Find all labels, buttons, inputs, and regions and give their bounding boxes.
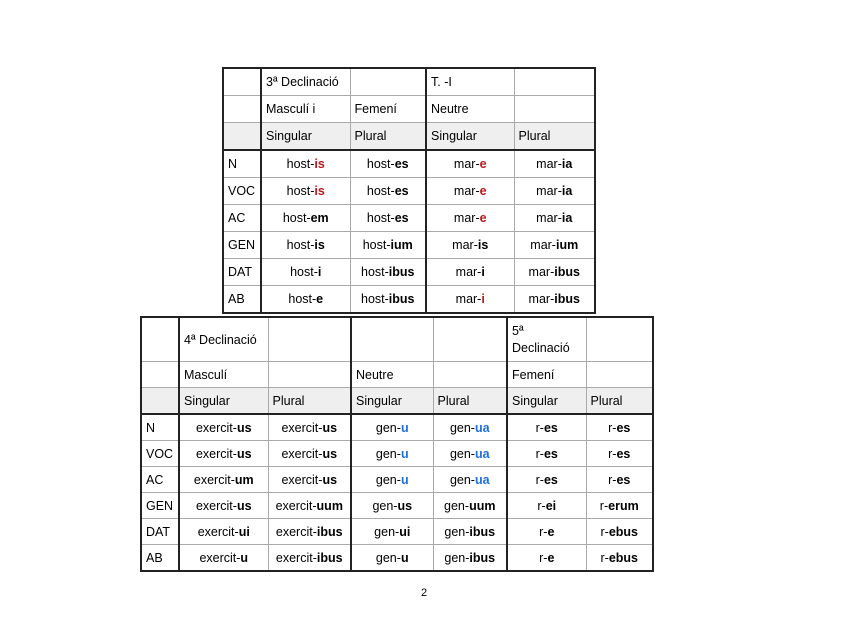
ending-text: u	[400, 550, 409, 565]
ending-text: ia	[561, 211, 573, 225]
stem-text: gen-	[449, 420, 475, 435]
header-cell: Singular	[426, 123, 514, 151]
stem-text: r-	[608, 472, 617, 487]
header-cell: Plural	[433, 388, 507, 415]
case-label: AB	[223, 286, 261, 314]
ending-text: um	[234, 472, 254, 487]
form-cell	[268, 441, 351, 467]
third-declension-table	[222, 67, 596, 314]
ending-text: e	[479, 211, 487, 225]
stem-text: exercit-	[281, 420, 323, 435]
form-cell	[586, 545, 653, 572]
form-cell	[268, 519, 351, 545]
table-row	[141, 519, 653, 545]
form-cell	[514, 205, 595, 232]
form-cell	[351, 414, 433, 441]
ending-text: e	[479, 184, 487, 198]
header-cell	[351, 317, 433, 362]
header-cell	[141, 317, 179, 362]
header-cell	[514, 68, 595, 96]
table-row	[223, 150, 595, 178]
table-row	[223, 286, 595, 314]
ending-text: es	[616, 446, 631, 461]
case-label: GEN	[141, 493, 179, 519]
stem-text: exercit-	[275, 498, 317, 513]
form-cell	[433, 414, 507, 441]
stem-text: r-	[535, 472, 544, 487]
case-label: N	[141, 414, 179, 441]
header-cell: Femení	[507, 362, 586, 388]
header-row	[223, 68, 595, 96]
form-cell	[507, 441, 586, 467]
form-cell	[514, 178, 595, 205]
form-cell	[261, 150, 350, 178]
stem-text: r-	[537, 498, 546, 513]
ending-text: es	[543, 472, 558, 487]
form-cell	[433, 441, 507, 467]
header-cell: Plural	[350, 123, 426, 151]
header-row	[141, 362, 653, 388]
table-row	[223, 178, 595, 205]
stem-text: r-	[535, 420, 544, 435]
ending-text: es	[394, 157, 409, 171]
form-cell	[514, 150, 595, 178]
form-cell	[426, 286, 514, 314]
ending-text: es	[394, 211, 409, 225]
stem-text: mar-	[536, 184, 562, 198]
stem-text: mar-	[452, 238, 478, 252]
header-cell	[433, 317, 507, 362]
header-row	[141, 388, 653, 415]
ending-text: ibus	[388, 265, 415, 279]
header-cell	[223, 123, 261, 151]
stem-text: exercit-	[275, 550, 317, 565]
ending-text: u	[400, 446, 409, 461]
ending-text: ibus	[554, 265, 580, 279]
stem-text: mar-	[453, 184, 480, 198]
case-label: DAT	[141, 519, 179, 545]
stem-text: r-	[539, 550, 548, 565]
form-cell	[268, 545, 351, 572]
stem-text: host-	[361, 265, 389, 279]
form-cell	[586, 414, 653, 441]
ending-text: us	[322, 446, 338, 461]
ending-text: es	[543, 446, 558, 461]
stem-text: host-	[362, 238, 391, 252]
ending-text: ebus	[608, 524, 638, 539]
ending-text: ei	[545, 498, 557, 513]
form-cell	[261, 178, 350, 205]
stem-text: r-	[539, 524, 548, 539]
ending-text: ua	[474, 446, 490, 461]
stem-text: mar-	[536, 157, 562, 171]
stem-text: exercit-	[275, 524, 317, 539]
form-cell	[426, 232, 514, 259]
table-row	[223, 259, 595, 286]
stem-text: exercit-	[199, 550, 241, 565]
form-cell	[514, 259, 595, 286]
stem-text: host-	[286, 184, 315, 198]
form-cell	[261, 286, 350, 314]
ending-text: ebus	[608, 550, 638, 565]
stem-text: r-	[608, 420, 617, 435]
ending-text: es	[616, 472, 631, 487]
stem-text: mar-	[455, 292, 482, 306]
form-cell	[507, 467, 586, 493]
form-cell	[507, 493, 586, 519]
ending-text: ium	[555, 238, 579, 252]
form-cell	[350, 150, 426, 178]
form-cell	[426, 178, 514, 205]
stem-text: mar-	[453, 211, 480, 225]
header-cell	[586, 317, 653, 362]
form-cell	[350, 259, 426, 286]
form-cell	[179, 441, 268, 467]
stem-text: host-	[366, 157, 395, 171]
header-cell	[586, 362, 653, 388]
case-label: AC	[223, 205, 261, 232]
ending-text: es	[616, 420, 631, 435]
header-cell: T. -I	[426, 68, 514, 96]
stem-text: gen-	[372, 498, 398, 513]
ending-text: ui	[399, 524, 411, 539]
form-cell	[426, 150, 514, 178]
header-cell: 3ª Declinació	[261, 68, 350, 96]
form-cell	[179, 545, 268, 572]
stem-text: exercit-	[195, 446, 237, 461]
ending-text: us	[236, 420, 252, 435]
table-row	[141, 467, 653, 493]
form-cell	[586, 441, 653, 467]
stem-text: r-	[535, 446, 544, 461]
header-cell: Singular	[507, 388, 586, 415]
ending-text: us	[236, 446, 252, 461]
ending-text: is	[314, 157, 325, 171]
ending-text: ibus	[316, 524, 343, 539]
stem-text: gen-	[444, 550, 470, 565]
case-label: DAT	[223, 259, 261, 286]
form-cell	[586, 493, 653, 519]
ending-text: em	[310, 211, 329, 225]
header-cell	[223, 96, 261, 123]
form-cell	[179, 414, 268, 441]
form-cell	[261, 205, 350, 232]
ending-text: ibus	[388, 292, 415, 306]
form-cell	[351, 493, 433, 519]
stem-text: host-	[282, 211, 311, 225]
stem-text: host-	[286, 157, 315, 171]
form-cell	[426, 259, 514, 286]
stem-text: r-	[599, 498, 609, 513]
form-cell	[433, 519, 507, 545]
form-cell	[350, 286, 426, 314]
stem-text: exercit-	[193, 472, 235, 487]
ending-text: ibus	[469, 524, 496, 539]
form-cell	[507, 519, 586, 545]
stem-text: mar-	[530, 238, 556, 252]
page-number: 2	[420, 587, 428, 599]
header-cell	[433, 362, 507, 388]
table-row	[223, 205, 595, 232]
header-cell: Plural	[586, 388, 653, 415]
form-cell	[350, 205, 426, 232]
ending-text: ia	[561, 184, 573, 198]
ending-text: ium	[390, 238, 413, 252]
stem-text: exercit-	[195, 420, 237, 435]
ending-text: erum	[608, 498, 639, 513]
header-cell	[141, 362, 179, 388]
header-cell: Neutre	[351, 362, 433, 388]
stem-text: host-	[366, 211, 395, 225]
header-cell	[141, 388, 179, 415]
form-cell	[433, 493, 507, 519]
ending-text: ua	[474, 472, 490, 487]
header-cell: Femení	[350, 96, 426, 123]
fourth-fifth-declension-table	[140, 316, 654, 572]
case-label: AC	[141, 467, 179, 493]
ending-text: es	[394, 184, 409, 198]
stem-text: exercit-	[281, 446, 323, 461]
ending-text: ia	[561, 157, 573, 171]
case-label: VOC	[223, 178, 261, 205]
form-cell	[179, 493, 268, 519]
form-cell	[507, 545, 586, 572]
form-cell	[351, 519, 433, 545]
form-cell	[433, 467, 507, 493]
header-row	[223, 123, 595, 151]
form-cell	[179, 519, 268, 545]
stem-text: mar-	[528, 265, 555, 279]
ending-text: i	[317, 265, 322, 279]
stem-text: host-	[288, 292, 317, 306]
form-cell	[351, 441, 433, 467]
ending-text: is	[314, 238, 325, 252]
form-cell	[268, 414, 351, 441]
header-cell: Neutre	[426, 96, 514, 123]
form-cell	[179, 467, 268, 493]
form-cell	[268, 493, 351, 519]
stem-text: exercit-	[197, 524, 239, 539]
header-cell: Singular	[351, 388, 433, 415]
stem-text: gen-	[449, 446, 475, 461]
table-row	[141, 493, 653, 519]
form-cell	[351, 467, 433, 493]
stem-text: mar-	[455, 265, 482, 279]
ending-text: e	[316, 292, 324, 306]
form-cell	[426, 205, 514, 232]
ending-text: ibus	[316, 550, 343, 565]
ending-text: us	[322, 472, 338, 487]
stem-text: gen-	[374, 524, 400, 539]
header-row	[223, 96, 595, 123]
header-cell	[223, 68, 261, 96]
ending-text: e	[479, 157, 487, 171]
table-row	[223, 232, 595, 259]
header-cell: Singular	[261, 123, 350, 151]
ending-text: us	[236, 498, 252, 513]
stem-text: host-	[286, 238, 315, 252]
stem-text: gen-	[375, 420, 401, 435]
stem-text: mar-	[536, 211, 562, 225]
table-row	[141, 545, 653, 572]
ending-text: uum	[469, 498, 496, 513]
ending-text: ibus	[554, 292, 580, 306]
form-cell	[514, 286, 595, 314]
form-cell	[514, 232, 595, 259]
table-row	[141, 441, 653, 467]
header-cell: 5ª Declinació	[507, 317, 586, 362]
case-label: AB	[141, 545, 179, 572]
stem-text: host-	[290, 265, 318, 279]
stem-text: gen-	[449, 472, 475, 487]
stem-text: r-	[600, 550, 609, 565]
ending-text: i	[481, 292, 485, 306]
case-label: GEN	[223, 232, 261, 259]
header-cell	[268, 317, 351, 362]
stem-text: r-	[608, 446, 617, 461]
form-cell	[507, 414, 586, 441]
stem-text: host-	[361, 292, 389, 306]
form-cell	[586, 519, 653, 545]
stem-text: exercit-	[195, 498, 237, 513]
form-cell	[586, 467, 653, 493]
form-cell	[261, 232, 350, 259]
header-cell: 4ª Declinació	[179, 317, 268, 362]
header-cell: Plural	[514, 123, 595, 151]
form-cell	[351, 545, 433, 572]
stem-text: gen-	[444, 524, 470, 539]
stem-text: mar-	[528, 292, 555, 306]
form-cell	[350, 232, 426, 259]
ending-text: u	[400, 420, 409, 435]
ending-text: u	[240, 550, 249, 565]
header-cell: Plural	[268, 388, 351, 415]
case-label: N	[223, 150, 261, 178]
ending-text: ui	[238, 524, 250, 539]
form-cell	[433, 545, 507, 572]
ending-text: us	[322, 420, 338, 435]
stem-text: gen-	[375, 446, 401, 461]
ending-text: i	[481, 265, 485, 279]
stem-text: exercit-	[281, 472, 323, 487]
stem-text: gen-	[375, 472, 401, 487]
header-cell	[268, 362, 351, 388]
ending-text: is	[314, 184, 325, 198]
header-cell	[350, 68, 426, 96]
form-cell	[268, 467, 351, 493]
stem-text: r-	[600, 524, 609, 539]
stem-text: mar-	[453, 157, 480, 171]
header-row	[141, 317, 653, 362]
form-cell	[350, 178, 426, 205]
table-row	[141, 414, 653, 441]
ending-text: ibus	[469, 550, 496, 565]
ending-text: u	[400, 472, 409, 487]
header-cell: Masculí	[179, 362, 268, 388]
stem-text: host-	[366, 184, 395, 198]
stem-text: gen-	[375, 550, 401, 565]
header-cell: Singular	[179, 388, 268, 415]
header-cell	[514, 96, 595, 123]
header-cell: Masculí i	[261, 96, 350, 123]
ending-text: ua	[474, 420, 490, 435]
ending-text: es	[543, 420, 558, 435]
ending-text: uum	[316, 498, 343, 513]
ending-text: is	[477, 238, 489, 252]
stem-text: gen-	[444, 498, 470, 513]
ending-text: e	[547, 550, 555, 565]
ending-text: us	[397, 498, 413, 513]
ending-text: e	[547, 524, 555, 539]
form-cell	[261, 259, 350, 286]
case-label: VOC	[141, 441, 179, 467]
